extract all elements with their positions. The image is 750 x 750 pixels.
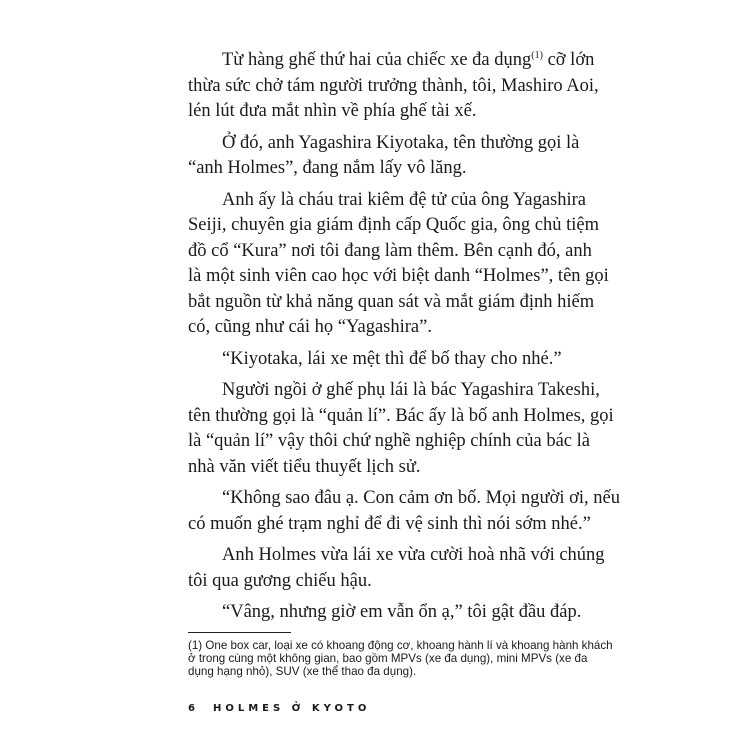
text-line: tên thường gọi là “quản lí”. Bác ấy là bố anh Holmes, gọi bbox=[188, 405, 614, 426]
text-line: đồ cổ “Kura” nơi tôi đang làm thêm. Bên cạnh đó, anh bbox=[188, 240, 592, 261]
text-segment: Từ hàng ghế thứ hai của chiếc xe đa dụng bbox=[222, 50, 532, 70]
footnote-divider bbox=[188, 632, 291, 633]
text-line: Người ngồi ở ghế phụ lái là bác Yagashira Takeshi, bbox=[222, 380, 600, 400]
text-line: là một sinh viên cao học với biệt danh “Holmes”, tên gọi bbox=[188, 266, 609, 286]
text-line: “Không sao đâu ạ. Con cảm ơn bố. Mọi người ơi, nếu bbox=[222, 488, 621, 508]
text-line: bắt nguồn từ khả năng quan sát và mắt giám định hiếm bbox=[188, 291, 595, 312]
footnote-line: dụng hạng nhỏ), SUV (xe thể thao đa dụng). bbox=[188, 665, 417, 678]
text-line: thừa sức chở tám người trưởng thành, tôi, Mashiro Aoi, bbox=[188, 75, 599, 96]
text-line: có, cũng như cái họ “Yagashira”. bbox=[188, 317, 432, 337]
book-title: HOLMES Ở KYOTO bbox=[212, 703, 371, 714]
page-number: 6 bbox=[188, 703, 195, 714]
text-line: Anh ấy là cháu trai kiêm đệ tử của ông Yagashira bbox=[222, 189, 586, 210]
text-segment: cỡ lớn bbox=[542, 50, 595, 70]
text-line: nhà văn viết tiểu thuyết lịch sử. bbox=[188, 456, 421, 477]
footnote-reference: (1) bbox=[531, 49, 543, 61]
text-line: Ở đó, anh Yagashira Kiyotaka, tên thường gọi là bbox=[222, 132, 580, 153]
text-line: lén lút đưa mắt nhìn về phía ghế tài xế. bbox=[188, 101, 477, 121]
text-line: “anh Holmes”, đang nắm lấy vô lăng. bbox=[188, 158, 467, 178]
text-line: “Vâng, nhưng giờ em vẫn ổn ạ,” tôi gật đầu đáp. bbox=[222, 602, 582, 622]
text-line: là “quản lí” vậy thôi chứ nghề nghiệp chính của bác là bbox=[188, 431, 590, 451]
text-line: Anh Holmes vừa lái xe vừa cười hoà nhã với chúng bbox=[222, 545, 605, 565]
text-line: tôi qua gương chiếu hậu. bbox=[188, 570, 372, 591]
text-line bbox=[222, 48, 595, 72]
text-line: có muốn ghé trạm nghỉ để đi vệ sinh thì nói sớm nhé.” bbox=[188, 513, 591, 534]
text-line: “Kiyotaka, lái xe mệt thì để bố thay cho nhé.” bbox=[222, 348, 562, 369]
footnote-line: ở trong cùng một không gian, bao gồm MPVs (xe đa dụng), mini MPVs (xe đa bbox=[188, 652, 588, 665]
running-footer bbox=[188, 703, 370, 714]
footnote-line: (1) One box car, loại xe có khoang động cơ, khoang hành lí và khoang hành khách bbox=[188, 639, 613, 652]
text-line: Seiji, chuyên gia giám định cấp Quốc gia, ông chủ tiệm bbox=[188, 215, 600, 235]
